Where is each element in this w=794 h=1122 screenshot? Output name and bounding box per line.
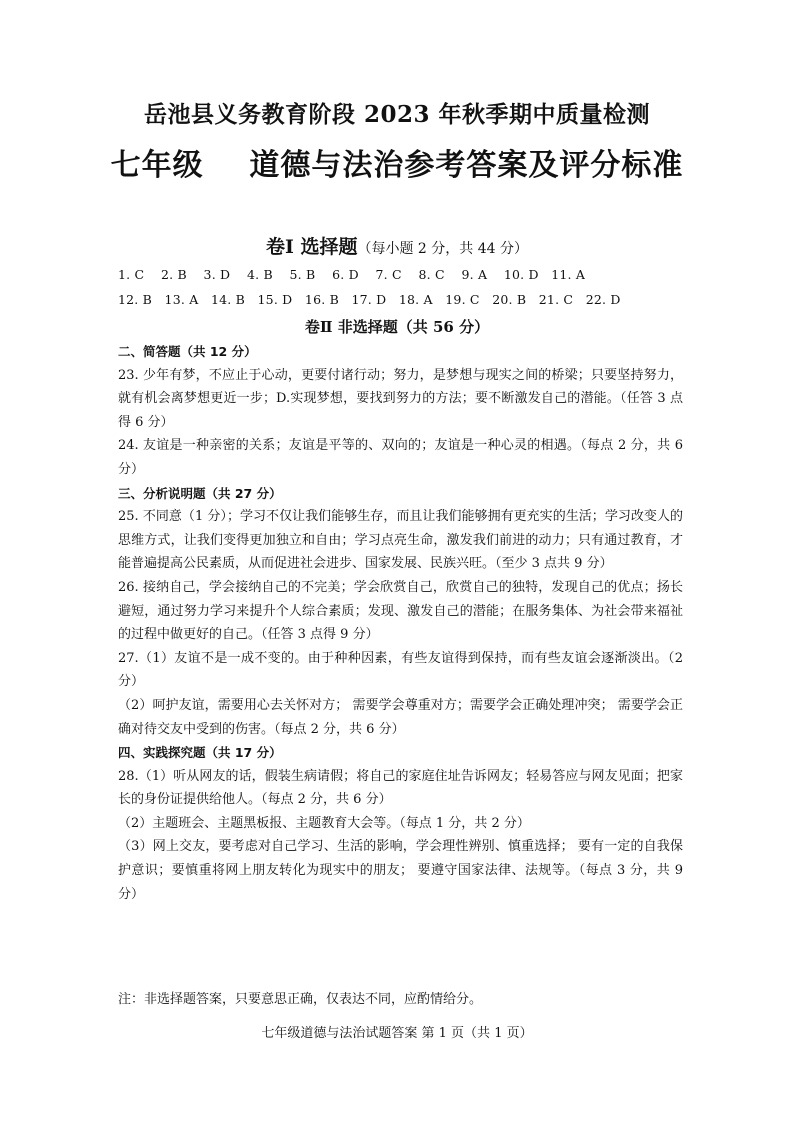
exam-title: 岳池县义务教育阶段 2023 年秋季期中质量检测: [143, 101, 651, 128]
answer-q24: 24. 友谊是一种亲密的关系；友谊是平等的、双向的；友谊是一种心灵的相遇。（每点 2 分，共 6 分）: [118, 438, 683, 477]
page-footer: 七年级道德与法治试题答案 第 1 页（共 1 页）: [261, 1026, 533, 1041]
section1-heading: 卷Ⅰ 选择题: [265, 236, 358, 258]
answer-body: [118, 340, 683, 906]
answer-q28-2: （2）主题班会、主题黑板报、主题教育大会等。（每点 1 分，共 2 分）: [118, 815, 530, 831]
part2-heading: 二、简答题（共 12 分）: [118, 344, 257, 359]
answer-q26: 26. 接纳自己，学会接纳自己的不完美；学会欣赏自己，欣赏自己的独特，发现自己的优点；扬长避短，通过努力学习来提升个人综合素质；发现、激发自己的潜能；在服务集体、为社会带来福祉的过程中做更好的自己。（任答 3 点得 9 分）: [118, 579, 683, 643]
section2-heading: 卷Ⅱ 非选择题（共 56 分）: [304, 318, 490, 336]
document-subtitle: 七年级 道德与法治参考答案及评分标准: [110, 148, 684, 183]
part4-heading: 四、实践探究题（共 17 分）: [118, 745, 282, 761]
choice-answers-row-2: 12. B 13. A 14. B 15. D 16. B 17. D 18. A 19. C 20. B 21. C 22. D: [118, 292, 621, 307]
answer-q27-2: （2）呵护友谊，需要用心去关怀对方； 需要学会尊重对方；需要学会正确处理冲突； 需要学会正确对待交友中受到的伤害。（每点 2 分，共 6 分）: [118, 697, 683, 737]
answer-q28-3: （3）网上交友，要考虑对自己学习、生活的影响，学会理性辨别、慎重选择； 要有一定的自我保护意识；要慎重将网上朋友转化为现实中的朋友； 要遵守国家法律、法规等。（每点 3 分，共 9 分）: [118, 839, 683, 902]
section1-score-note: （每小题 2 分，共 44 分）: [357, 241, 529, 257]
answer-q27-1: 27.（1）友谊不是一成不变的。由于种种因素，有些友谊得到保持，而有些友谊会逐渐淡出。（2 分）: [118, 650, 683, 690]
answer-q25: 25. 不同意（1 分）；学习不仅让我们能够生存，而且让我们能够拥有更充实的生活；学习改变人的思维方式，让我们变得更加独立和自由；学习点亮生命，激发我们前进的动力；只有通过教育，才能普遍提高公民素质，从而促进社会进步、国家发展、民族兴旺。（至少 3 点共 9 分）: [118, 509, 683, 572]
part3-heading: 三、分析说明题（共 27 分）: [118, 485, 282, 501]
choice-answers-row-1: 1. C 2. B 3. D 4. B 5. B 6. D 7. C 8. C 9. A 10. D 11. A: [118, 267, 586, 282]
section1-heading-row: [0, 232, 794, 259]
grading-note: 注：非选择题答案，只要意思正确，仅表达不同，应酌情给分。: [118, 992, 483, 1007]
answer-q28-1: 28.（1）听从网友的话，假装生病请假；将自己的家庭住址告诉网友；轻易答应与网友见面；把家长的身份证提供给他人。（每点 2 分，共 6 分）: [118, 768, 683, 808]
answer-q23: 23. 少年有梦，不应止于心动，更要付诸行动；努力，是梦想与现实之间的桥梁；只要坚持努力，就有机会离梦想更近一步；D.实现梦想，要找到努力的方法；要不断激发自己的潜能。（任答 3 点得 6 分）: [118, 367, 683, 430]
